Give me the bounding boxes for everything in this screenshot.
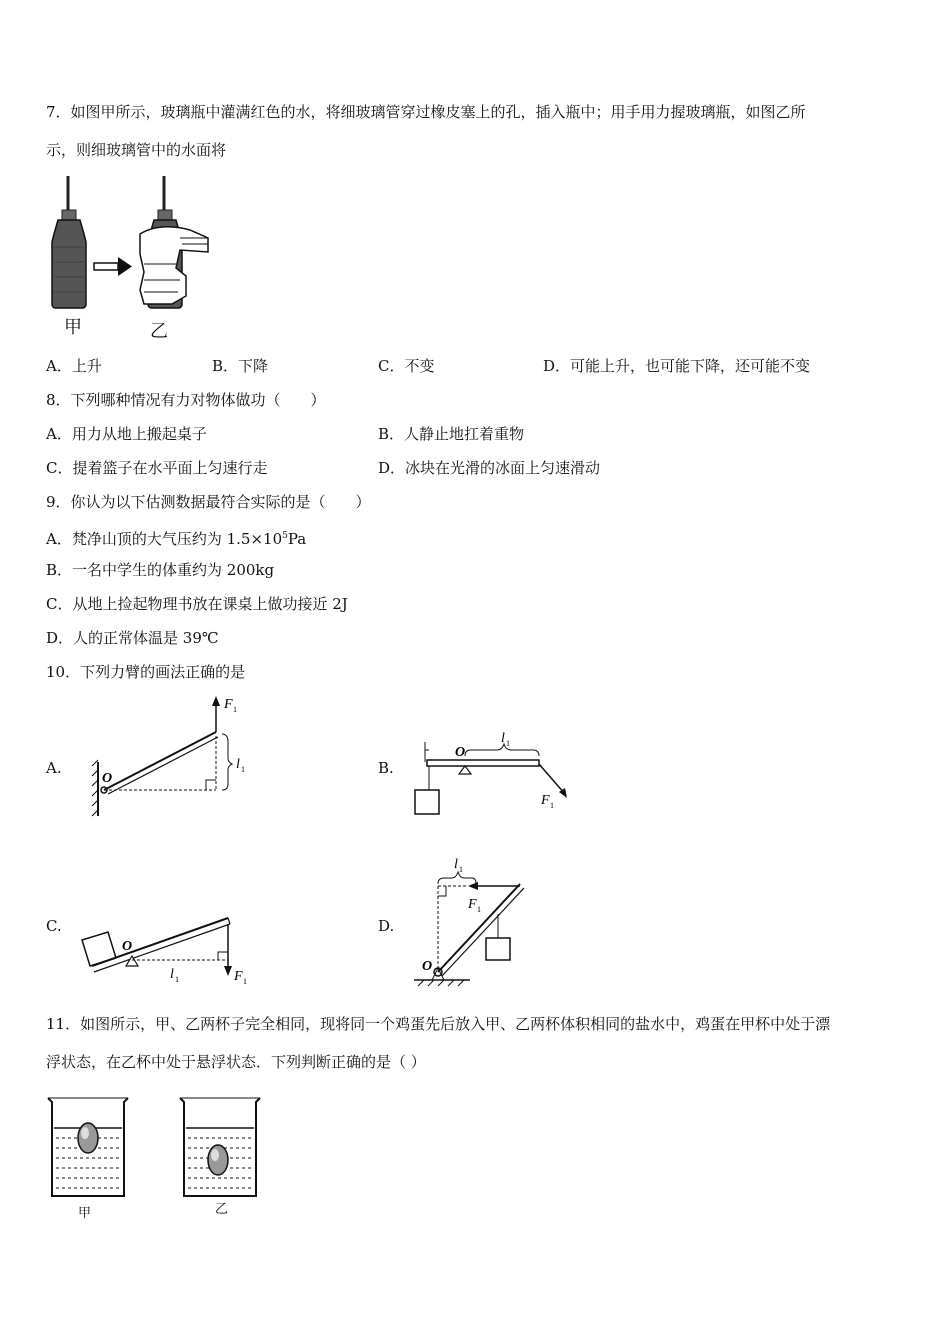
q10a-pivot-label: O	[102, 771, 113, 786]
q9-option-b[interactable]: B．一名中学生的体重约为 200kg	[46, 561, 275, 579]
q8-option-c[interactable]: C．提着篮子在水平面上匀速行走	[46, 459, 268, 477]
bottle-yi-hand	[140, 176, 208, 308]
q10a-force-label: F	[224, 697, 233, 712]
q8-option-d[interactable]: D．冰块在光滑的冰面上匀速滑动	[378, 459, 601, 477]
q7-stem-line1: 7．如图甲所示，玻璃瓶中灌满红色的水，将细玻璃管穿过橡皮塞上的孔，插入瓶中；用手用力握玻璃瓶，如图乙所	[46, 103, 806, 121]
q11-stem-line2: 浮状态，在乙杯中处于悬浮状态．下列判断正确的是（ ）	[46, 1053, 426, 1071]
q10-label-d[interactable]: D.	[378, 917, 395, 935]
q10a-force-sub: 1	[233, 705, 237, 714]
q10-figure-a	[90, 692, 270, 822]
q7-option-b[interactable]: B．下降	[212, 357, 269, 375]
q7-option-c[interactable]: C．不变	[378, 357, 435, 375]
q10-figure-c	[78, 910, 258, 990]
q7-fig-label-yi: 乙	[150, 321, 168, 342]
q10-figure-d	[410, 852, 540, 987]
q10c-force-label: F	[234, 969, 243, 984]
q7-fig-label-jia: 甲	[64, 317, 82, 338]
arrow-right-icon	[94, 257, 132, 276]
q8-option-a[interactable]: A．用力从地上搬起桌子	[46, 425, 207, 443]
q9-option-a-unit: Pa	[287, 530, 307, 548]
q10d-arm-sub: 1	[459, 865, 463, 874]
q11-cups-figure	[40, 1088, 270, 1208]
q10a-arm-sub: 1	[241, 765, 245, 774]
q10d-arm-label: l	[454, 857, 458, 872]
q10c-arm-sub: 1	[175, 975, 179, 984]
q9-option-a[interactable]	[46, 526, 306, 549]
q9-option-d[interactable]: D．人的正常体温是 39℃	[46, 629, 219, 647]
q10-label-a[interactable]: A.	[46, 759, 62, 777]
q8-stem: 8．下列哪种情况有力对物体做功（ ）	[46, 391, 326, 409]
q10b-force-label: F	[541, 793, 550, 808]
q10-stem: 10．下列力臂的画法正确的是	[46, 663, 246, 681]
q10c-arm-label: l	[170, 967, 174, 982]
q11-cup-label-jia: 甲	[78, 1206, 92, 1221]
q10-figure-b	[405, 728, 580, 823]
cup-jia	[48, 1098, 128, 1196]
q10a-arm-label: l	[236, 757, 240, 772]
q11-stem-line1: 11．如图所示，甲、乙两杯子完全相同，现将同一个鸡蛋先后放入甲、乙两杯体积相同的盐水中，鸡蛋在甲杯中处于漂	[46, 1015, 831, 1033]
q10-label-b[interactable]: B.	[378, 759, 394, 777]
q7-stem-line2: 示，则细玻璃管中的水面将	[46, 141, 227, 159]
q9-option-c[interactable]: C．从地上捡起物理书放在课桌上做功接近 2J	[46, 595, 348, 613]
q9-stem: 9．你认为以下估测数据最符合实际的是（ ）	[46, 493, 371, 511]
q10c-force-sub: 1	[243, 977, 247, 986]
q10b-pivot-label: O	[455, 745, 466, 760]
q10b-arm-label: l	[501, 731, 505, 746]
q8-option-b[interactable]: B．人静止地扛着重物	[378, 425, 525, 443]
cup-yi	[180, 1098, 260, 1196]
q10-label-c[interactable]: C.	[46, 917, 62, 935]
q10d-force-sub: 1	[477, 905, 481, 914]
q10b-arm-sub: 1	[506, 739, 510, 748]
q9-option-a-text: A．梵净山顶的大气压约为 1.5×10	[46, 530, 283, 548]
q10c-pivot-label: O	[122, 939, 133, 954]
bottle-jia	[52, 176, 86, 308]
q7-option-d[interactable]: D．可能上升，也可能下降，还可能不变	[543, 357, 811, 375]
q7-option-a[interactable]: A．上升	[46, 357, 102, 375]
q10d-pivot-label: O	[422, 959, 433, 974]
q10d-force-label: F	[468, 897, 477, 912]
q9-option-a-exponent: 5	[282, 531, 288, 541]
q10b-force-sub: 1	[550, 801, 554, 810]
q11-cup-label-yi: 乙	[215, 1202, 229, 1217]
